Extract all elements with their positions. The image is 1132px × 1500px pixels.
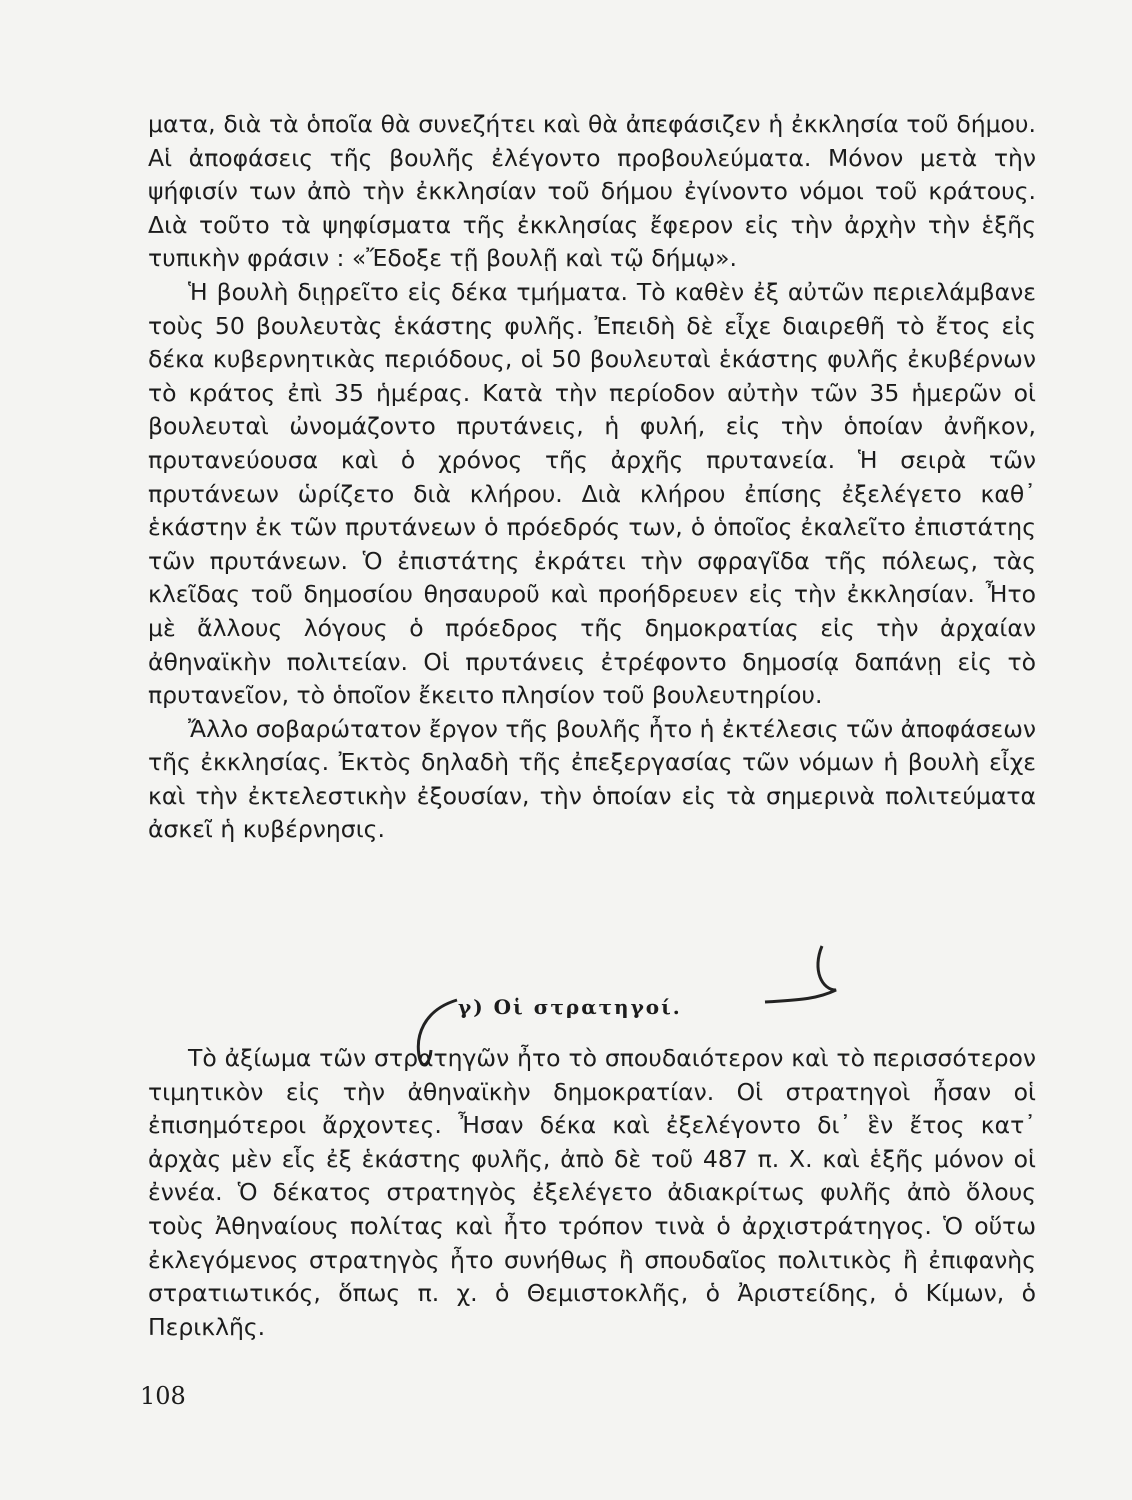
section-heading: γ) Οἱ στρατηγοί. xyxy=(458,995,682,1019)
paragraph-3: Ἄλλο σοβαρώτατον ἔργον τῆς βουλῆς ἦτο ἡ ἐκτέλεσις τῶν ἀποφάσεων τῆς ἐκκλησίας. Ἐκτὸς δηλαδὴ τῆς ἐπεξεργασίας τῶν νόμων ἡ βουλὴ εἶχε καὶ τὴν ἐκτελεστικὴν ἐξουσίαν, τὴν ὁποίαν εἰς τὰ σημερινὰ πολιτεύματα ἀσκεῖ ἡ κυβέρνησις. xyxy=(148,714,1036,844)
paragraph-4: Τὸ ἀξίωμα τῶν στρατηγῶν ἦτο τὸ σπουδαιότερον καὶ τὸ περισσότερον τιμητικὸν εἰς τὴν ἀθηναϊκὴν δημοκρατίαν. Οἱ στρατηγοὶ ἦσαν οἱ ἐπισημότεροι ἄρχοντες. Ἦσαν δέκα καὶ ἐξελέγοντο δι᾽ ἓν ἔτος κατ᾽ ἀρχὰς μὲν εἷς ἐξ ἑκάστης φυλῆς, ἀπὸ δὲ τοῦ 487 π. Χ. καὶ ἑξῆς μόνον οἱ ἐννέα. Ὁ δέκατος στρατηγὸς ἐξελέγετο ἀδιακρίτως φυλῆς ἀπὸ ὅλους τοὺς Ἀθηναίους πολίτας καὶ ἦτο τρόπον τινὰ ὁ ἀρχιστράτηγος. Ὁ οὕτω ἐκλεγόμενος στρατηγὸς ἦτο συνήθως ἢ σπουδαῖος πολιτικὸς ἢ ἐπιφανὴς στρατιωτικός, ὅπως π. χ. ὁ Θεμιστοκλῆς, ὁ Ἀριστείδης, ὁ Κίμων, ὁ Περικλῆς. xyxy=(148,1044,1036,1341)
paragraph-2: Ἡ βουλὴ διῃρεῖτο εἰς δέκα τμήματα. Τὸ καθὲν ἐξ αὐτῶν περιελάμβανε τοὺς 50 βουλευτὰς ἑκάστης φυλῆς. Ἐπειδὴ δὲ εἶχε διαιρεθῆ τὸ ἔτος εἰς δέκα κυβερνητικὰς περιόδους, οἱ 50 βουλευταὶ ἑκάστης φυλῆς ἐκυβέρνων τὸ κράτος ἐπὶ 35 ἡμέρας. Κατὰ τὴν περίοδον αὐτὴν τῶν 35 ἡμερῶν οἱ βουλευταὶ ὠνομάζοντο πρυτάνεις, ἡ φυλή, εἰς τὴν ὁποίαν ἀνῆκον, πρυτανεύουσα καὶ ὁ χρόνος τῆς ἀρχῆς πρυτανεία. Ἡ σειρὰ τῶν πρυτάνεων ὡρίζετο διὰ κλήρου. Διὰ κλήρου ἐπίσης ἐξελέγετο καθ᾽ ἑκάστην ἐκ τῶν πρυτάνεων ὁ πρόεδρός των, ὁ ὁποῖος ἐκαλεῖτο ἐπιστάτης τῶν πρυτάνεων. Ὁ ἐπιστάτης ἐκράτει τὴν σφραγῖδα τῆς πόλεως, τὰς κλεῖδας τοῦ δημοσίου θησαυροῦ καὶ προήδρευεν εἰς τὴν ἐκκλησίαν. Ἦτο μὲ ἄλλους λόγους ὁ πρόεδρος τῆς δημοκρατίας εἰς τὴν ἀρχαίαν ἀθηναϊκὴν πολιτείαν. Οἱ πρυτάνεις ἐτρέφοντο δημοσίᾳ δαπάνῃ εἰς τὸ πρυτανεῖον, τὸ ὁποῖον ἔκειτο πλησίον τοῦ βουλευτηρίου. xyxy=(148,277,1036,710)
section-text xyxy=(148,1042,1036,1344)
section-heading-wrap xyxy=(148,995,1036,1029)
main-text xyxy=(148,108,1036,847)
paragraph-1: ματα, διὰ τὰ ὁποῖα θὰ συνεζήτει καὶ θὰ ἀπεφάσιζεν ἡ ἐκκλησία τοῦ δήμου. Αἱ ἀποφάσεις τῆς βουλῆς ἐλέγοντο προβουλεύματα. Μόνον μετὰ τὴν ψήφισίν των ἀπὸ τὴν ἐκκλησίαν τοῦ δήμου ἐγίνοντο νόμοι τοῦ κράτους. Διὰ τοῦτο τὰ ψηφίσματα τῆς ἐκκλησίας ἔφερον εἰς τὴν ἀρχὴν τὴν ἑξῆς τυπικὴν φράσιν : «Ἔδοξε τῇ βουλῇ καὶ τῷ δήμῳ». xyxy=(148,110,1036,273)
page-number: 108 xyxy=(140,1382,186,1410)
